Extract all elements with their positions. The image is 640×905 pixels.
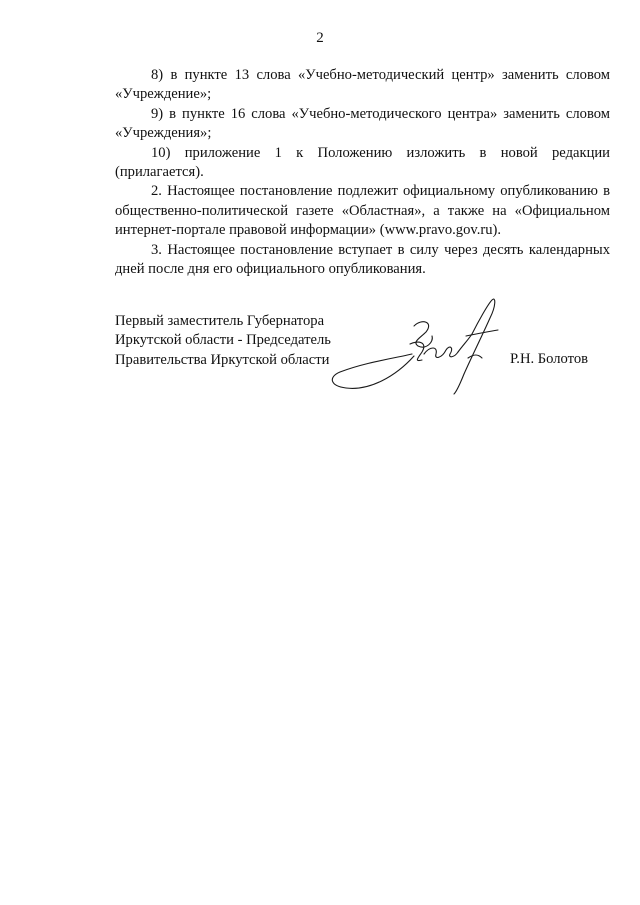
handwritten-signature bbox=[326, 296, 502, 396]
signatory-title-line: Иркутской области - Председатель bbox=[115, 332, 331, 349]
signatory-name: Р.Н. Болотов bbox=[510, 351, 589, 367]
paragraph-effective-date: 3. Настоящее постановление вступает в силу через десять календарных дней после дня его официального опубликования. bbox=[115, 241, 610, 278]
paragraph-item-8: 8) в пункте 13 слова «Учебно-методический центр» заменить словом «Учреждение»; bbox=[115, 67, 610, 103]
paragraph-item-9: 9) в пункте 16 слова «Учебно-методического центра» заменить словом «Учреждения»; bbox=[115, 105, 610, 142]
paragraph-item-10: 10) приложение 1 к Положению изложить в новой редакции (прилагается). bbox=[115, 144, 610, 181]
paragraph-publication: 2. Настоящее постановление подлежит официальному опубликованию в общественно-политической газете «Областная», а также на «Официальном интернет-портале правовой информации» (www.pravo.gov.ru). bbox=[115, 183, 610, 239]
signatory-title-line: Первый заместитель Губернатора bbox=[115, 313, 325, 329]
document-body bbox=[115, 66, 610, 279]
page-number: 2 bbox=[316, 30, 324, 46]
signatory-title bbox=[115, 312, 331, 370]
signatory-title-line: Правительства Иркутской области bbox=[115, 351, 330, 368]
